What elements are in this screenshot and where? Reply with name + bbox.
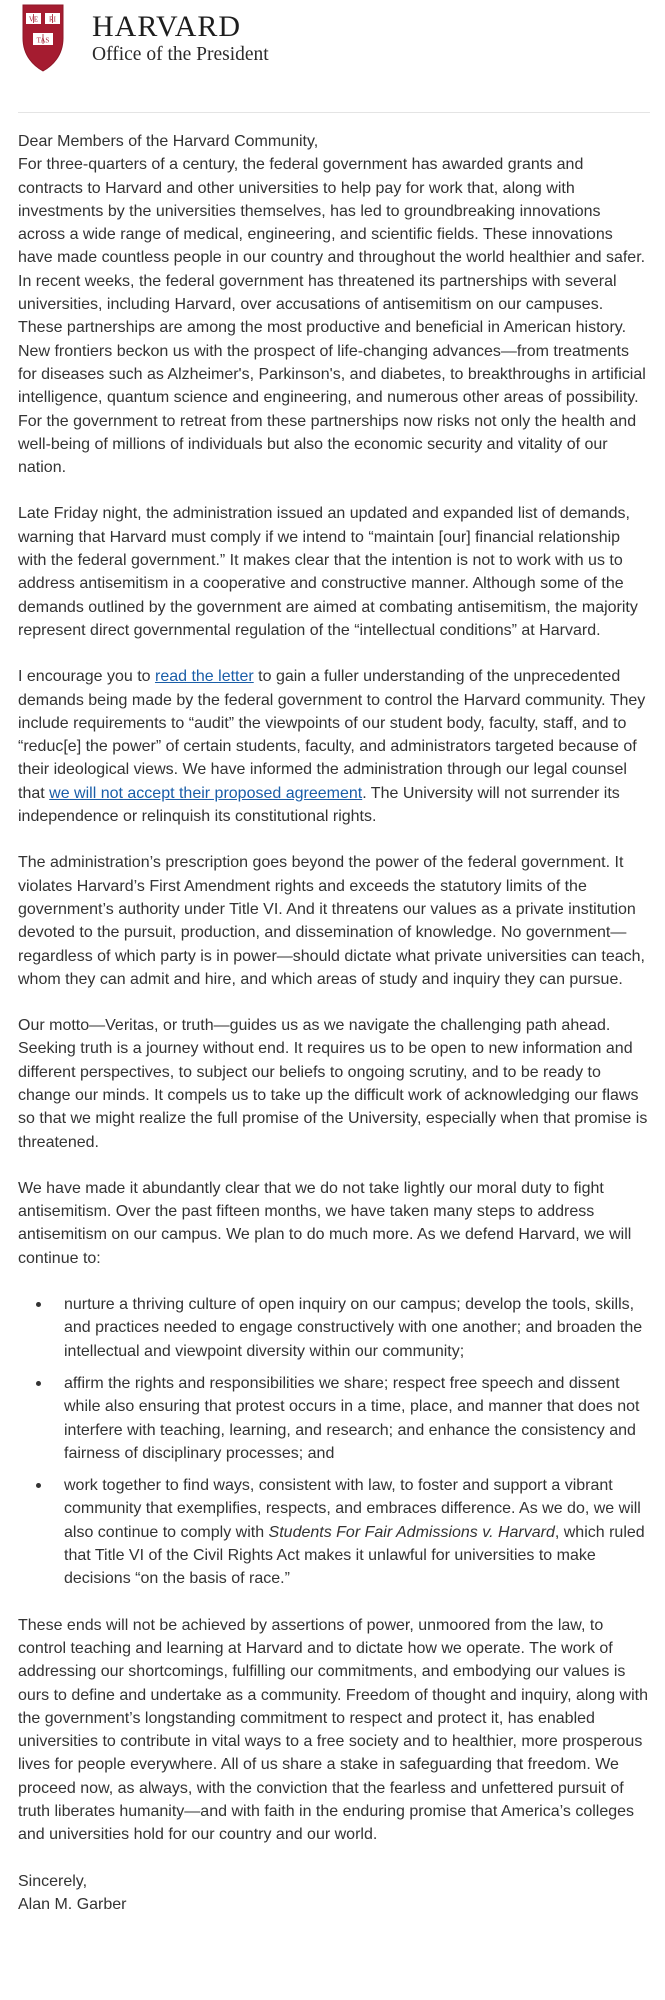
brand-block — [92, 12, 269, 67]
signature: Alan M. Garber — [18, 1895, 127, 1913]
bullet-icon — [36, 1381, 41, 1386]
list-item-text-end: , which ruled that Title VI of the Civil Rights Act makes it unlawful for universities to make decisions “on the basis of race.” — [64, 1523, 645, 1588]
list-item-text: affirm the rights and responsibilities we share; respect free speech and dissent while also ensuring that protest occurs in a time, place, and manner that does not interfere with teaching, learning, and research; and enhance the consistency and fairness of disciplinary processes; and — [64, 1374, 640, 1462]
p3-text-middle: to gain a fuller understanding of the unprecedented demands being made by the federal government to control the Harvard community. They include requirements to “audit” the viewpoints of our student body, faculty, staff, and to “reduc[e] the power” of certain students, faculty, and administrators targeted because of their ideological views. We have informed the administration through our legal counsel that — [18, 668, 646, 802]
paragraph-6: We have made it abundantly clear that we do not take lightly our moral duty to fight antisemitism. Over the past fifteen months, we have taken many steps to address antisemitism on our campus. We plan to do much more. As we defend Harvard, we will continue to: — [18, 1179, 632, 1267]
bullet-icon — [36, 1302, 41, 1307]
list-item — [64, 1293, 650, 1363]
paragraph-7: These ends will not be achieved by assertions of power, unmoored from the law, to control teaching and learning at Harvard and to dictate how we operate. The work of addressing our shortcomings, fulfilling our commitments, and embodying our values is ours to define and undertake as a community. Freedom of thought and inquiry, along with the government’s longstanding commitment to respect and protect it, has enabled universities to contribute in vital ways to a free society and to healthier, more prosperous lives for people everywhere. All of us share a stake in safeguarding that freedom. We proceed now, as always, with the conviction that the fearless and unfettered pursuit of truth liberates humanity—and with faith in the enduring promise that America’s colleges and universities hold for our country and our world. — [18, 1616, 648, 1844]
bullet-icon — [36, 1483, 41, 1488]
paragraph-1: For three-quarters of a century, the federal government has awarded grants and contracts to Harvard and other universities to help pay for work that, along with investments by the universities themselves, has led to groundbreaking innovations across a wide range of medical, engineering, and scientific fields. These innovations have made countless people in our country and throughout the world healthier and safer. In recent weeks, the federal government has threatened its partnerships with several universities, including Harvard, over accusations of antisemitism on our campuses. These partnerships are among the most productive and beneficial in American history. New frontiers beckon us with the prospect of life-changing advances—from treatments for diseases such as Alzheimer's, Parkinson's, and diabetes, to breakthroughs in artificial intelligence, quantum science and engineering, and numerous other areas of possibility. For the government to retreat from these partnerships now risks not only the health and well-being of millions of individuals but also the economic security and vitality of our nation. — [18, 156, 646, 477]
proposed-agreement-link[interactable]: we will not accept their proposed agreement — [49, 784, 363, 802]
closing: Sincerely, — [18, 1872, 88, 1890]
svg-text:TAS: TAS — [36, 36, 50, 45]
letterhead — [22, 4, 642, 74]
header-divider — [18, 112, 650, 113]
office-title: Office of the President — [92, 44, 269, 65]
brand-name: HARVARD — [92, 10, 242, 43]
p3-text-start: I encourage you to — [18, 668, 155, 686]
p3-text-end: . The University will not surrender its independence or relinquish its constitutional rights. — [18, 784, 620, 826]
greeting: Dear Members of the Harvard Community, — [18, 133, 319, 150]
read-the-letter-link[interactable]: read the letter — [154, 668, 254, 686]
paragraph-3 — [18, 665, 650, 828]
paragraph-2: Late Friday night, the administration issued an updated and expanded list of demands, warning that Harvard must comply if we intend to “maintain [our] financial relationship with the federal government.” It makes clear that the intention is not to work with us to address antisemitism in a cooperative and constructive manner. Although some of the demands outlined by the government are aimed at combating antisemitism, the majority represent direct governmental regulation of the “intellectual conditions” at Harvard. — [18, 505, 638, 639]
letter-body — [18, 130, 650, 1916]
list-item-text: nurture a thriving culture of open inquiry on our campus; develop the tools, skills, and practices needed to engage constructively with one another; and broaden the intellectual and viewpoint diversity within our community; — [64, 1296, 643, 1360]
list-item — [64, 1474, 650, 1590]
case-name: Students For Fair Admissions v. Harvard — [268, 1523, 555, 1541]
commitments-list — [18, 1293, 650, 1591]
svg-text:RI: RI — [49, 15, 56, 24]
paragraph-4: The administration’s prescription goes beyond the power of the federal government. It violates Harvard’s First Amendment rights and exceeds the statutory limits of the government’s authority under Title VI. And it threatens our values as a private institution devoted to the pursuit, production, and dissemination of knowledge. No government—regardless of which party is in power—should dictate what private universities can teach, whom they can admit and hire, and which areas of study and inquiry they can pursue. — [18, 854, 645, 988]
svg-text:VE: VE — [28, 15, 39, 24]
harvard-shield-logo — [22, 4, 64, 72]
list-item-text-start: work together to find ways, consistent with law, to foster and support a vibrant community that exemplifies, respects, and embraces difference. As we do, we will also continue to comply with — [64, 1477, 641, 1541]
paragraph-5: Our motto—Veritas, or truth—guides us as we navigate the challenging path ahead. Seeking truth is a journey without end. It requires us to be open to new information and different perspectives, to subject our beliefs to ongoing scrutiny, and to be ready to change our minds. It compels us to take up the difficult work of acknowledging our flaws so that we might realize the full promise of the University, especially when that promise is threatened. — [18, 1017, 648, 1151]
list-item — [64, 1372, 650, 1465]
